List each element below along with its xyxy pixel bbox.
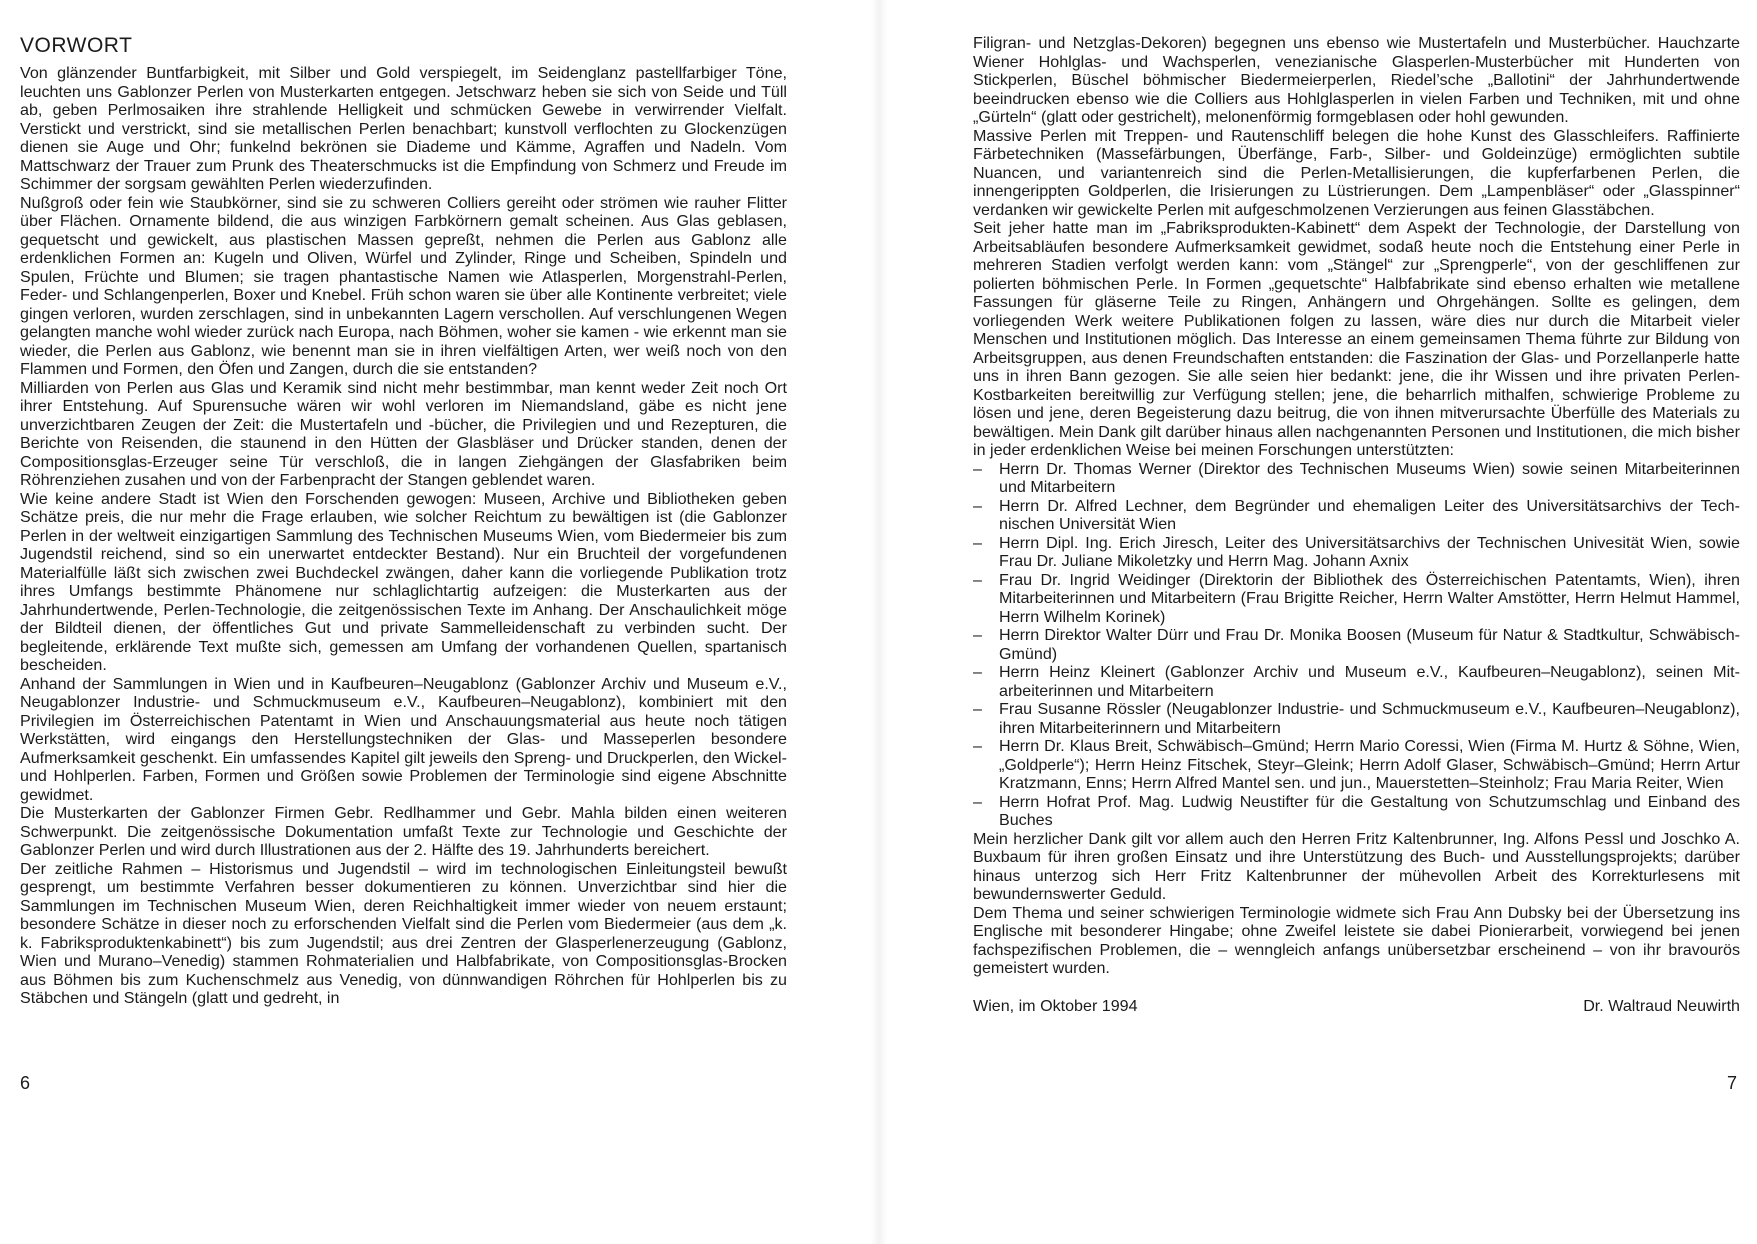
paragraph: Filigran- und Netzglas-Dekoren) begegnen uns ebenso wie Mustertafeln und Musterbücher. Hauchzarte Wiener Hohlglas- und Wachsperlen, venezianische Glasperlen-Musterbücher mit Hunderten von Stickperlen, Büschel böhmischer Biedermeierperlen, Riedel’sche „Ballotini“ der Jahrhundertwende beeindrucken ebenso wie die Colliers aus Hohlglasperlen in vielen Farben und Techniken, mit und ohne „Gürteln“ (glatt oder gestrichelt), melonenförmig formgeblasen oder hohl gewunden. [973, 34, 1740, 126]
list-item [973, 793, 1740, 830]
list-item-text: Herrn Hofrat Prof. Mag. Ludwig Neustifter für die Gestaltung von Schutzumschlag und Einband des Buches [999, 792, 1740, 829]
list-dash: – [973, 737, 982, 755]
list-dash: – [973, 700, 982, 718]
list-item [973, 571, 1740, 627]
list-item [973, 700, 1740, 737]
paragraph: Mein herzlicher Dank gilt vor allem auch den Herren Fritz Kaltenbrunner, Ing. Alfons Pessl und Joschko A. Buxbaum für ihren großen Einsatz und ihre Unterstützung des Buch- und Ausstellungsprojekts; darüber hinaus unterzog sich Herr Fritz Kaltenbrunner der mühevollen Arbeit des Korrekturlesens mit bewundernswerter Geduld. [973, 829, 1740, 903]
right-page [878, 0, 1757, 1244]
list-item-text: Herrn Heinz Kleinert (Gablonzer Archiv und Museum e.V., Kaufbeuren–Neugablonz), seinen Mitarbeiterinnen und Mitarbeitern [999, 663, 1740, 700]
list-dash: – [973, 570, 982, 589]
paragraph: Massive Perlen mit Treppen- und Rautenschliff belegen die hohe Kunst des Glasschleifers. Raffinierte Färbetechniken (Massefärbungen, Überfänge, Farb-, Silber- und Goldeinzüge) ermöglichten subtile Nuancen, und variantenreich sind die Perlen-Metallisierungen, die kupferfarbenen Perlen, die innengerippten Goldperlen, die Irisierungen zu Lüstrierungen. Dem „Lampenbläser“ oder „Glasspinner“ verdanken wir gewickelte Perlen mit aufgeschmolzenen Verzierungen aus feinen Glasstäbchen. [973, 126, 1740, 219]
list-item [973, 497, 1740, 534]
paragraph: Die Musterkarten der Gablonzer Firmen Gebr. Redlhammer und Gebr. Mahla bilden einen weiteren Schwerpunkt. Die zeitgenössische Dokumentation umfaßt Texte zur Technologie und Geschichte der Gablonzer Perlen und wird durch Illustrationen aus der 2. Hälfte des 19. Jahrhunderts bereichert. [20, 804, 787, 859]
paragraph: Nußgroß oder fein wie Staubkörner, sind sie zu schweren Colliers gereiht oder strömen wie rauher Flitter über Flächen. Ornamente bildend, die aus winzigen Farbkörnern gemalt scheinen. Aus Glas geblasen, gequetscht und gewickelt, aus plastischen Massen gepreßt, nehmen die Perlen aus Gablonz alle erdenklichen Formen an: Kugeln und Oliven, Würfel und Zylinder, Ringe und Scheiben, Spindeln und Spulen, Früchte und Blumen; sie tragen phantastische Namen wie Atlasperlen, Morgenstrahl-Perlen, Feder- und Schlangenperlen, Boxer und Knebel. Früh schon waren sie über alle Kontinente verbreitet; viele gingen verloren, wurden zerschlagen, sind in unbekannten Lagern verschollen. Auf verschlungenen Wegen gelangten manche wohl wieder zurück nach Europa, nach Böhmen, woher sie kamen - wie erkennt man sie wieder, die Perlen aus Gablonz, wie benennt man sie in ihren vielfältigen Arten, wer weiß noch von den Flammen und Formen, den Öfen und Zangen, durch die sie entstanden? [20, 193, 787, 378]
list-item-text: Herrn Dr. Thomas Werner (Direktor des Technischen Museums Wien) sowie seinen Mitarbeiterinnen und Mitarbeitern [999, 459, 1740, 496]
list-item-text: Herrn Dr. Klaus Breit, Schwäbisch–Gmünd; Herrn Mario Coressi, Wien (Firma M. Hurtz & Söhne, Wien, „Goldperle“); Herrn Heinz Fitschek, Steyr–Gleink; Herrn Adolf Glaser, Schwäbisch–Gmünd; Herrn Artur Kratzmann, Enns; Herrn Alfred Mantel sen. und jun., Mauerstetten–Steinholz; Frau Maria Reiter, Wien [999, 737, 1740, 792]
list-item [973, 534, 1740, 571]
signoff [973, 996, 1740, 1016]
author-signature: Dr. Waltraud Neuwirth [1583, 996, 1740, 1015]
left-page [0, 0, 878, 1244]
list-item-text: Herrn Dr. Alfred Lechner, dem Begründer und ehemaligen Leiter des Universitätsarchivs der Technischen Universität Wien [999, 496, 1740, 533]
paragraph: Seit jeher hatte man im „Fabriksprodukten-Kabinett“ dem Aspekt der Technologie, der Darstellung von Arbeitsabläufen besondere Aufmerksamkeit gewidmet, sodaß heute noch die Entstehung einer Perle in mehreren Stadien verfolgt werden kann: vom „Stängel“ zur „Sprengperle“, von der geschliffenen zur polierten böhmischen Perle. In Formen „gequetschte“ Halbfabrikate sind ebenso erhalten wie metallene Fassungen für gläserne Teile zu Ringen, Anhängern und Ohrgehängen. Sollte es gelingen, dem vorliegenden Werk weitere Publikationen folgen zu lassen, wäre dies nur durch die Mitarbeit vieler Menschen und Institutionen möglich. Das Interesse an einem gemeinsamen Thema führte zur Bildung von Arbeitsgruppen, aus denen Freundschaften entstanden: die Faszination der Glas- und Porzellanperle hatte uns in ihren Bann gezogen. Sie alle seien hier bedankt: jene, die ihr Wissen und ihre privaten Perlen-Kostbarkeiten bereitwillig zur Verfügung stellen; jene, die beharrlich mithalfen, schwierige Probleme zu lösen und jene, deren Begeisterung dazu beitrug, die von ihnen mitverursachte Überfülle des Materials zu bewältigen. Mein Dank gilt darüber hinaus allen nachgenannten Personen und Institutionen, die mich bisher in jeder erdenklichen Weise bei meinen Forschungen unterstützten: [973, 219, 1740, 459]
list-item [973, 663, 1740, 700]
list-dash: – [973, 626, 982, 644]
acknowledgement-list [973, 460, 1740, 830]
paragraph: Anhand der Sammlungen in Wien und in Kaufbeuren–Neugablonz (Gablonzer Archiv und Museum e.V., Neugablonzer Industrie- und Schmuckmuseum e.V., Kaufbeuren–Neugablonz), kombiniert mit den Privilegien im Österreichischen Patentamt in Wien und Anschauungsmaterial aus heute noch tätigen Werkstätten, wird eingangs den Herstellungstechniken der Glas- und Masseperlen besondere Aufmerksamkeit geschenkt. Ein umfassendes Kapitel gilt jeweils den Spreng- und Druckperlen, den Wickel- und Hohlperlen. Farben, Formen und Größen sowie Problemen der Terminologie sind eigene Abschnitte gewidmet. [20, 674, 787, 804]
list-item-text: Herrn Direktor Walter Dürr und Frau Dr. Monika Boosen (Museum für Natur & Stadtkultur, Schwäbisch-Gmünd) [999, 626, 1740, 663]
paragraph: Dem Thema und seiner schwierigen Terminologie widmete sich Frau Ann Dubsky bei der Übersetzung ins Englische mit besonderer Hingabe; ohne Zweifel leistete sie dabei Pionierarbeit, vorwiegend bei jenen fachspezifischen Problemen, die – wenngleich anfangs unübersetzbar erscheinend – von ihr bravourös gemeistert wurden. [973, 903, 1740, 977]
place-date: Wien, im Oktober 1994 [973, 996, 1138, 1015]
page-heading: VORWORT [20, 34, 133, 57]
list-item [973, 626, 1740, 663]
list-item-text: Frau Dr. Ingrid Weidinger (Direktorin der Bibliothek des Österreichischen Patentamts, Wien), ihren Mitarbeiterinnen und Mitarbeitern (Frau Brigitte Reicher, Herrn Walter Amstötter, Herrn Helmut Hammel, Herrn Wilhelm Korinek) [999, 570, 1740, 626]
list-dash: – [973, 496, 982, 515]
page-number-left: 6 [20, 1073, 31, 1093]
list-dash: – [973, 533, 982, 552]
list-item-text: Herrn Dipl. Ing. Erich Jiresch, Leiter des Universitätsarchivs der Technischen Univesität Wien, sowie Frau Dr. Juliane Mikoletzky und Herrn Mag. Johann Axnix [999, 533, 1740, 570]
left-text-column [20, 34, 787, 1008]
list-item [973, 460, 1740, 497]
list-dash: – [973, 459, 982, 478]
paragraph: Der zeitliche Rahmen – Historismus und Jugendstil – wird im technologischen Einleitungsteil bewußt gesprengt, um bestimmte Verfahren besser dokumentieren zu können. Unverzichtbar sind hier die Sammlungen im Technischen Museum Wien, deren Reichhaltigkeit immer wieder von neuem erstaunt; besondere Schätze in dieser noch zu erforschenden Vielfalt sind die Perlen vom Biedermeier (aus dem „k. k. Fabriksproduktenkabinett“) bis zum Jugendstil; aus drei Zentren der Glasperlenerzeugung (Gablonz, Wien und Murano–Venedig) stammen Rohmaterialien und Halbfabrikate, von Compositionsglas-Brocken aus Böhmen bis zum Kuchenschmelz aus Venedig, von dünnwandigen Röhrchen für Hohlperlen bis zu Stäbchen und Stängeln (glatt und gedreht, in [20, 859, 787, 1007]
paragraph: Milliarden von Perlen aus Glas und Keramik sind nicht mehr bestimmbar, man kennt weder Zeit noch Ort ihrer Entstehung. Auf Spurensuche wären wir wohl verloren im Niemandsland, gäbe es nicht jene unverzichtbaren Zeugen der Zeit: die Mustertafeln und -bücher, die Privilegien und und Rezepturen, die Berichte von Reisenden, die staunend in den Hütten der Glasbläser und Drücker standen, denen der Compositionsglas-Erzeuger seine Tür verschloß, die in langen Ziehgängen der Glasfabriken beim Röhrenziehen zusahen und von der Farbenpracht der Stangen geblendet waren. [20, 378, 787, 489]
paragraph: Wie keine andere Stadt ist Wien den Forschenden gewogen: Museen, Archive und Bibliotheken geben Schätze preis, die nur mehr die Frage erlauben, wie solcher Reichtum zu bewältigen ist (die Gablonzer Perlen in der weltweit einzigartigen Sammlung des Technischen Museums Wien, vom Biedermeier bis zum Jugendstil reichend, sind so ein unerwartet entdeckter Bestand). Nur ein Bruchteil der vorgefundenen Materialfülle läßt sich zwischen zwei Buchdeckel zwängen, daher kann die vorliegende Publikation trotz ihres Umfangs bestimmte Phänomene nur schlaglichtartig aufzeigen: die Musterkarten aus der Jahrhundertwende, Perlen-Technologie, die zeitgenössischen Texte im Anhang. Der Anschaulichkeit möge der Bildteil dienen, der öffentliches Gut und private Sammelleidenschaft zu verbinden sucht. Der begleitende, erklärende Text mußte sich, gemessen am Umfang der vorhandenen Quellen, spartanisch bescheiden. [20, 489, 787, 674]
list-dash: – [973, 792, 982, 811]
paragraph: Von glänzender Buntfarbigkeit, mit Silber und Gold verspiegelt, im Seidenglanz pastellfarbiger Töne, leuchten uns Gablonzer Perlen von Musterkarten entgegen. Jetschwarz heben sie sich von Seide und Tüll ab, geben Perlmosaiken ihre strahlende Helligkeit und schmücken Gewebe in verwirrender Vielfalt. Verstickt und verstrickt, sind sie metallischen Perlen benachbart; kunstvoll verflochten zu Glockenzügen dienen sie Auge und Ohr; funkelnd bekrönen sie Diademe und Kämme, Agraffen und Nadeln. Vom Mattschwarz der Trauer zum Prunk des Theaterschmucks ist die Empfindung von Schmerz und Freude im Schimmer der sorgsam gewählten Perlen wiederzufinden. [20, 64, 787, 193]
page-number-right: 7 [1726, 1073, 1737, 1093]
list-item-text: Frau Susanne Rössler (Neugablonzer Industrie- und Schmuckmuseum e.V., Kaufbeuren–Neugablonz), ihren Mitarbeiterinnern und Mitarbeitern [999, 700, 1740, 737]
list-item [973, 737, 1740, 793]
right-text-column [973, 34, 1740, 1016]
list-dash: – [973, 663, 982, 681]
